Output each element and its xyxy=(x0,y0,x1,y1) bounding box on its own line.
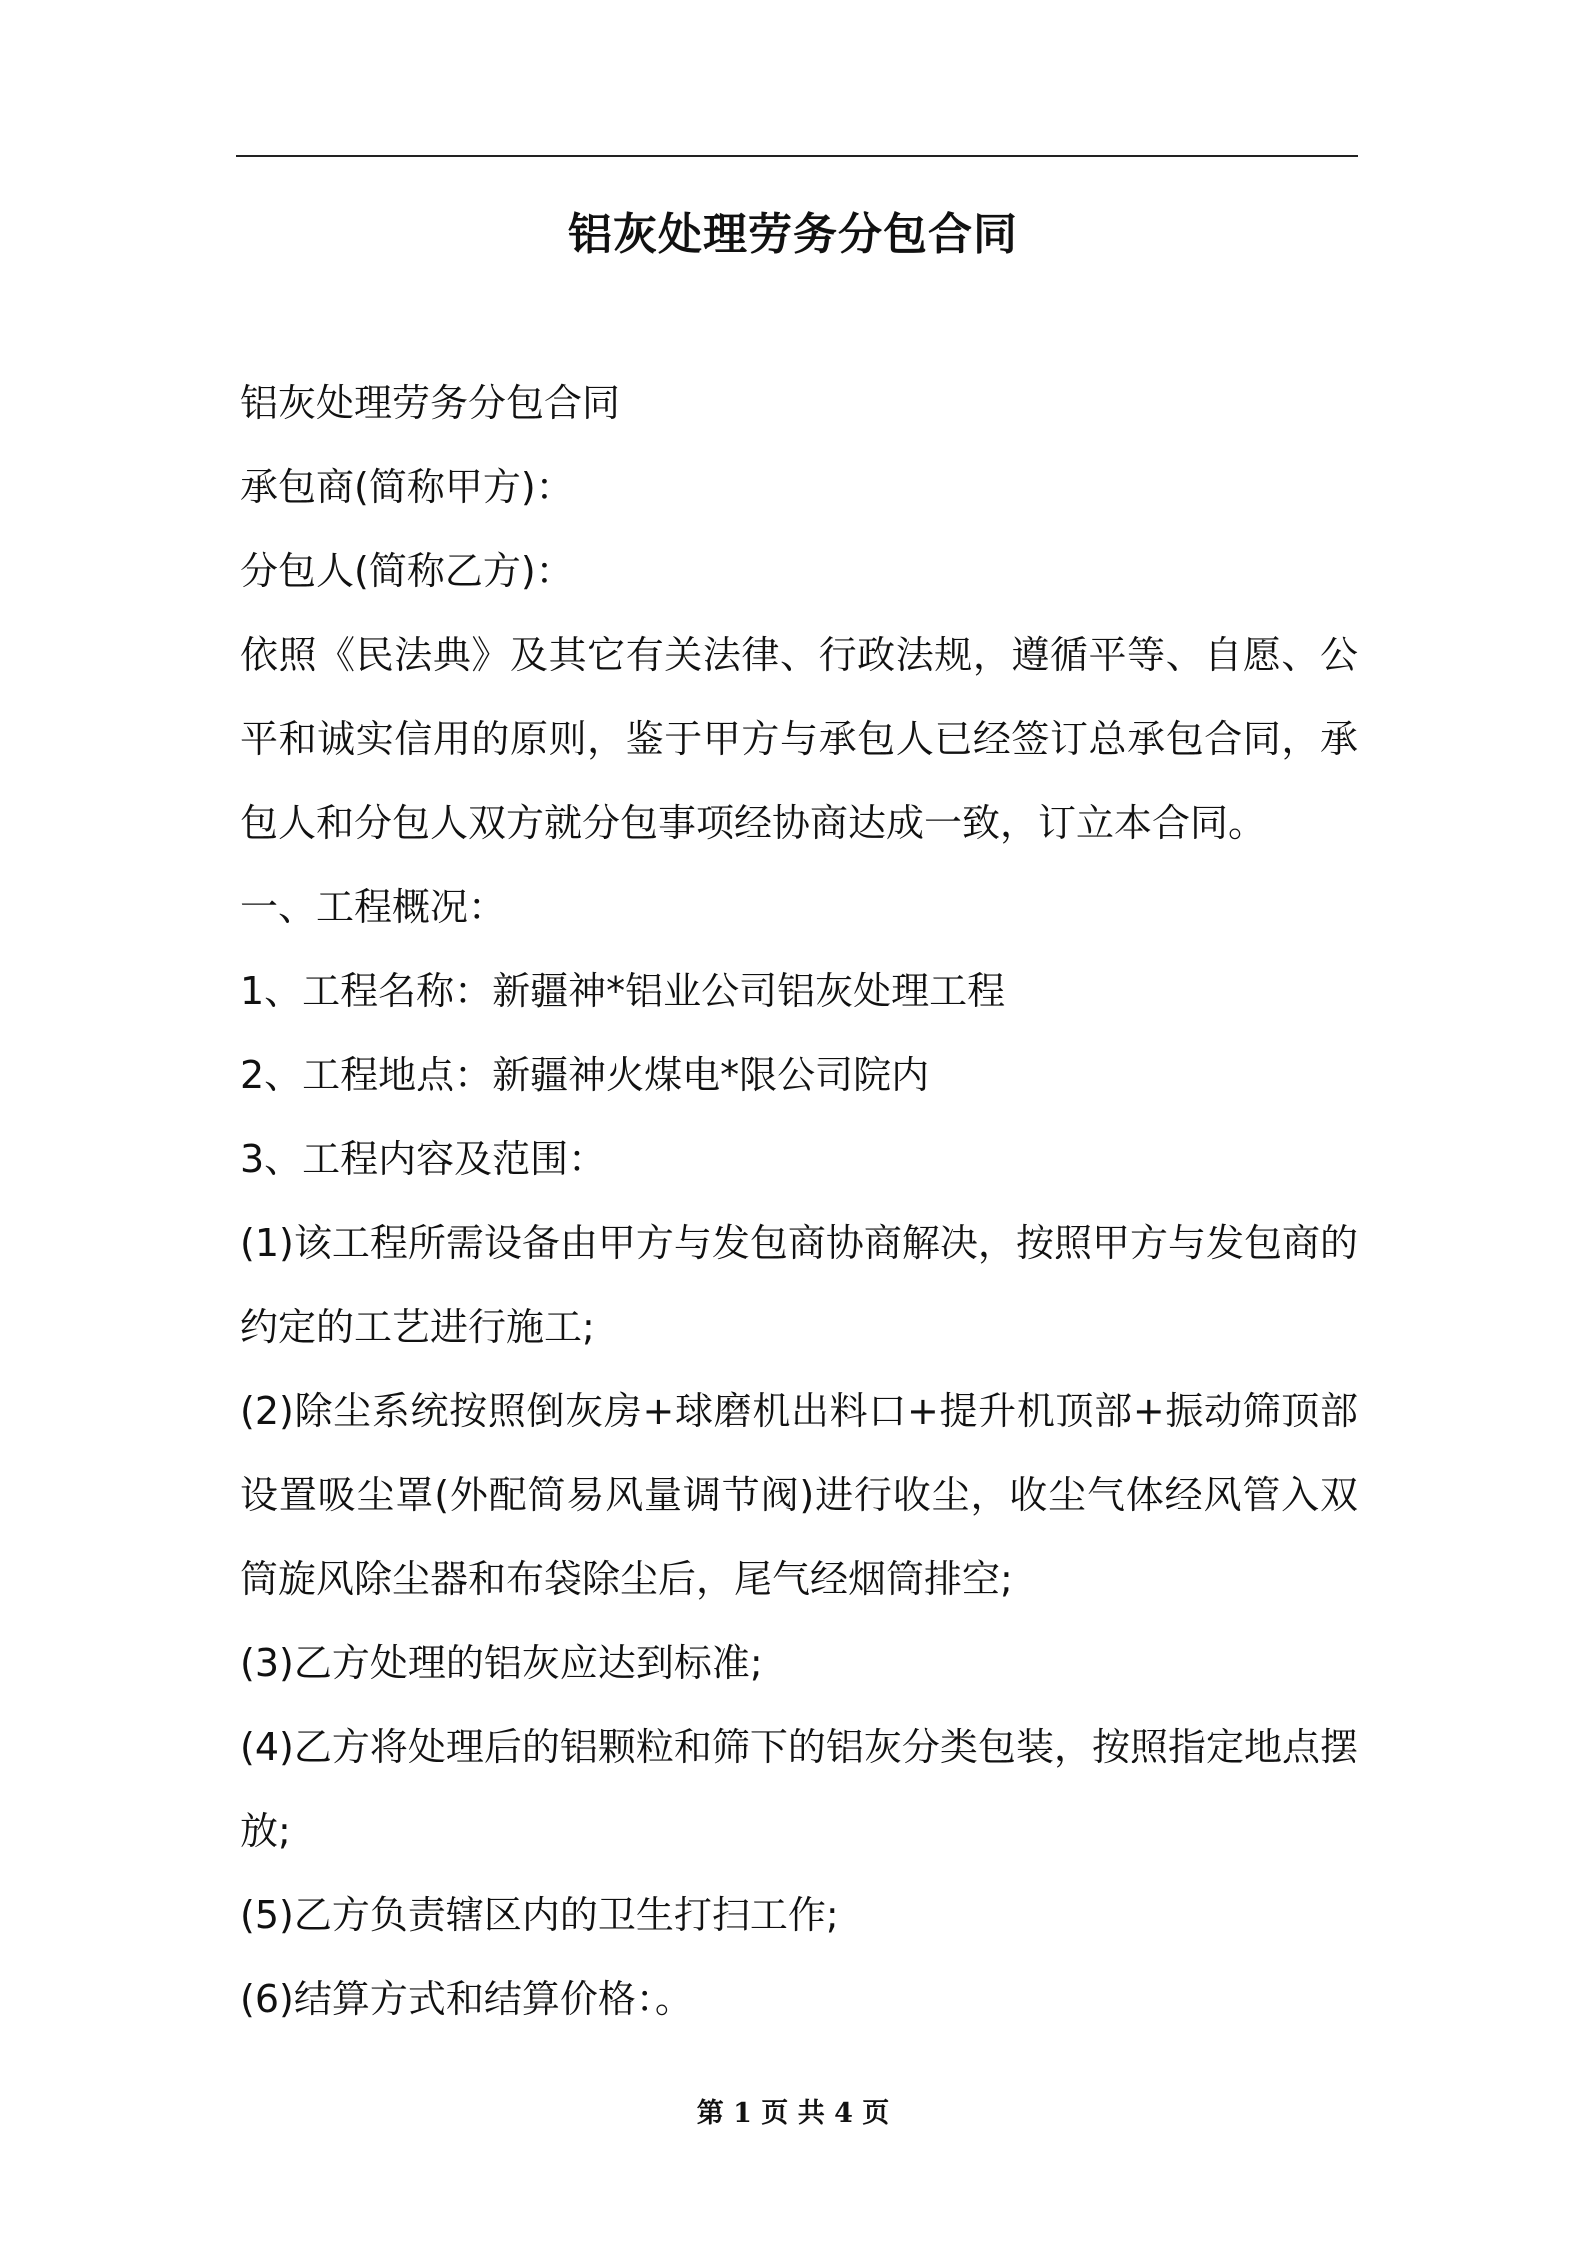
paragraph-project-name: 1、工程名称：新疆神*铝业公司铝灰处理工程 xyxy=(240,969,1006,1013)
paragraph-item-6: (6)结算方式和结算价格：。 xyxy=(240,1977,693,2021)
paragraph-party-b: 分包人(简称乙方)： xyxy=(240,549,574,593)
document-title: 铝灰处理劳务分包合同 xyxy=(568,209,1018,260)
paragraph-item-1: (1)该工程所需设备由甲方与发包商协商解决，按照甲方与发包商的约定的工艺进行施工; xyxy=(240,1221,1358,1349)
paragraph-item-2: (2)除尘系统按照倒灰房+球磨机出料口+提升机顶部+振动筛顶部设置吸尘罩(外配简易风量调节阀)进行收尘，收尘气体经风管入双筒旋风除尘器和布袋除尘后，尾气经烟筒排空; xyxy=(240,1389,1358,1601)
paragraph-item-3: (3)乙方处理的铝灰应达到标准; xyxy=(240,1641,763,1685)
paragraph-preamble: 依照《民法典》及其它有关法律、行政法规，遵循平等、自愿、公平和诚实信用的原则，鉴于甲方与承包人已经签订总承包合同，承包人和分包人双方就分包事项经协商达成一致，订立本合同。 xyxy=(240,633,1358,845)
paragraph-contract-name: 铝灰处理劳务分包合同 xyxy=(240,381,621,425)
paragraph-project-scope: 3、工程内容及范围： xyxy=(240,1137,607,1181)
paragraph-project-location: 2、工程地点：新疆神火煤电*限公司院内 xyxy=(240,1053,930,1097)
paragraph-party-a: 承包商(简称甲方)： xyxy=(240,465,574,509)
paragraph-item-5: (5)乙方负责辖区内的卫生打扫工作; xyxy=(240,1893,839,1937)
header-divider xyxy=(236,155,1358,157)
paragraph-item-4: (4)乙方将处理后的铝颗粒和筛下的铝灰分类包装，按照指定地点摆放; xyxy=(240,1725,1358,1853)
section-heading-overview: 一、工程概况： xyxy=(240,885,507,929)
document-body xyxy=(240,361,1358,2041)
page-number: 第 1 页 共 4 页 xyxy=(696,2098,890,2129)
